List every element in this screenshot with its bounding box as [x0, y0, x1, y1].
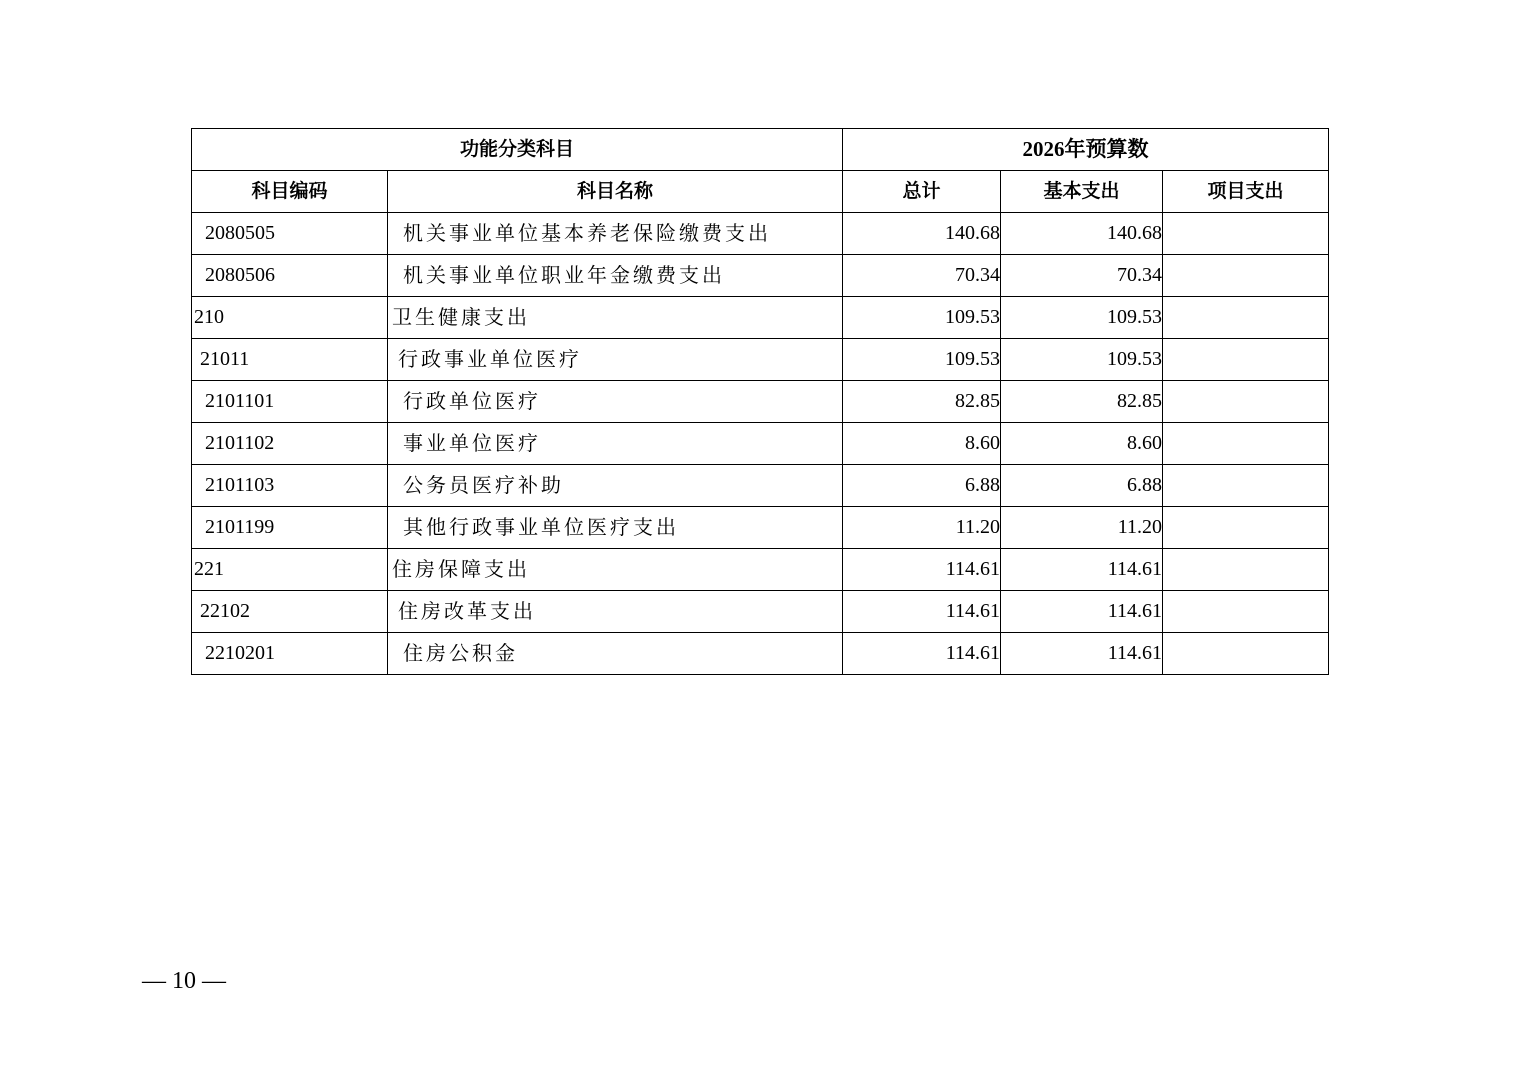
cell-project: [1163, 549, 1329, 591]
table-row: [192, 339, 1329, 381]
header-basic: 基本支出: [1001, 171, 1163, 213]
cell-name: 住房保障支出: [388, 549, 843, 591]
cell-project: [1163, 465, 1329, 507]
table-row: [192, 297, 1329, 339]
cell-code: 2210201: [192, 633, 388, 675]
cell-total: 109.53: [843, 297, 1001, 339]
cell-project: [1163, 591, 1329, 633]
table-body: [192, 213, 1329, 675]
header-project: 项目支出: [1163, 171, 1329, 213]
cell-total: 82.85: [843, 381, 1001, 423]
cell-code: 221: [192, 549, 388, 591]
cell-code: 2101103: [192, 465, 388, 507]
table-row: [192, 591, 1329, 633]
cell-total: 140.68: [843, 213, 1001, 255]
cell-basic: 109.53: [1001, 339, 1163, 381]
cell-code: 2080506: [192, 255, 388, 297]
cell-project: [1163, 339, 1329, 381]
table-row: [192, 465, 1329, 507]
cell-code: 2101102: [192, 423, 388, 465]
table-row: [192, 381, 1329, 423]
cell-basic: 11.20: [1001, 507, 1163, 549]
cell-basic: 82.85: [1001, 381, 1163, 423]
cell-name: 事业单位医疗: [388, 423, 843, 465]
cell-basic: 114.61: [1001, 633, 1163, 675]
table-row: [192, 507, 1329, 549]
cell-total: 70.34: [843, 255, 1001, 297]
cell-total: 8.60: [843, 423, 1001, 465]
table-row: [192, 213, 1329, 255]
table-row: [192, 633, 1329, 675]
header-total: 总计: [843, 171, 1001, 213]
cell-code: 210: [192, 297, 388, 339]
page-number: — 10 —: [142, 968, 226, 994]
cell-project: [1163, 633, 1329, 675]
cell-total: 6.88: [843, 465, 1001, 507]
cell-project: [1163, 423, 1329, 465]
cell-basic: 114.61: [1001, 591, 1163, 633]
header-function-category: 功能分类科目: [192, 129, 843, 171]
cell-name: 其他行政事业单位医疗支出: [388, 507, 843, 549]
header-columns-row: [192, 171, 1329, 213]
cell-code: 21011: [192, 339, 388, 381]
cell-basic: 6.88: [1001, 465, 1163, 507]
cell-name: 行政单位医疗: [388, 381, 843, 423]
header-budget-year: 2026年预算数: [843, 129, 1329, 171]
cell-project: [1163, 507, 1329, 549]
cell-name: 机关事业单位职业年金缴费支出: [388, 255, 843, 297]
cell-project: [1163, 381, 1329, 423]
cell-code: 2101199: [192, 507, 388, 549]
cell-total: 114.61: [843, 549, 1001, 591]
cell-project: [1163, 255, 1329, 297]
budget-table: [191, 128, 1329, 675]
header-code: 科目编码: [192, 171, 388, 213]
cell-project: [1163, 297, 1329, 339]
header-group-row: [192, 129, 1329, 171]
cell-name: 公务员医疗补助: [388, 465, 843, 507]
cell-total: 114.61: [843, 633, 1001, 675]
table-row: [192, 423, 1329, 465]
cell-name: 机关事业单位基本养老保险缴费支出: [388, 213, 843, 255]
table-row: [192, 549, 1329, 591]
table-row: [192, 255, 1329, 297]
cell-total: 114.61: [843, 591, 1001, 633]
cell-total: 11.20: [843, 507, 1001, 549]
cell-basic: 114.61: [1001, 549, 1163, 591]
cell-basic: 140.68: [1001, 213, 1163, 255]
cell-name: 住房改革支出: [388, 591, 843, 633]
cell-code: 2080505: [192, 213, 388, 255]
cell-name: 行政事业单位医疗: [388, 339, 843, 381]
cell-code: 2101101: [192, 381, 388, 423]
cell-total: 109.53: [843, 339, 1001, 381]
cell-code: 22102: [192, 591, 388, 633]
header-name: 科目名称: [388, 171, 843, 213]
cell-basic: 109.53: [1001, 297, 1163, 339]
cell-name: 卫生健康支出: [388, 297, 843, 339]
cell-name: 住房公积金: [388, 633, 843, 675]
cell-basic: 70.34: [1001, 255, 1163, 297]
cell-project: [1163, 213, 1329, 255]
cell-basic: 8.60: [1001, 423, 1163, 465]
